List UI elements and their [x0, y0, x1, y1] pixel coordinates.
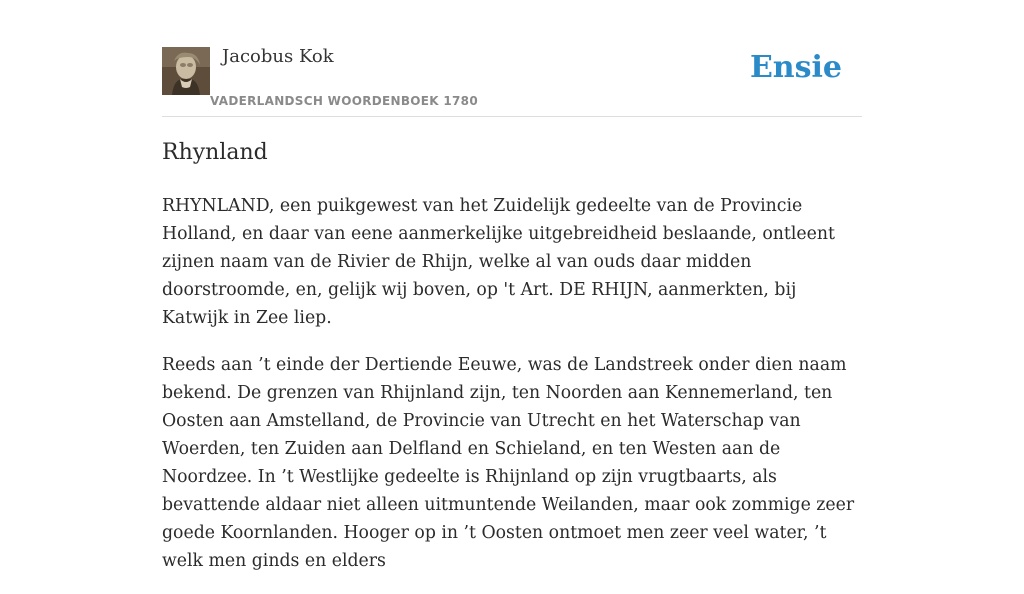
- article-body: [162, 192, 862, 594]
- article-paragraph-2: Reeds aan ’t einde der Dertiende Eeuwe, was de Landstreek onder dien naam bekend. De grenzen van Rhijnland zijn, ten Noorden aan Kennemerland, ten Oosten aan Amstelland, de Provincie van Utrecht en het Waterschap van Woerden, ten Zuiden aan Delfland en Schieland, en ten Westen aan de Noordzee. In ’t Westlijke gedeelte is Rhijnland op zijn vrugtbaarts, als bevattende aldaar niet alleen uitmuntende Weilanden, maar ook zommige zeer goede Koornlanden. Hooger op in ’t Oosten ontmoet men zeer veel water, ’t welk men ginds en elders: [162, 355, 855, 571]
- header: [162, 0, 862, 117]
- page: [162, 0, 862, 571]
- ensie-logo[interactable]: Ensie: [749, 50, 842, 85]
- article-title: Rhynland: [162, 140, 268, 165]
- author-avatar[interactable]: [162, 47, 210, 95]
- source-label[interactable]: VADERLANDSCH WOORDENBOEK 1780: [210, 94, 478, 108]
- portrait-image: [162, 47, 210, 95]
- article-paragraph-1: RHYNLAND, een puikgewest van het Zuidelijk gedeelte van de Provincie Holland, en daar van eene aanmerkelijke uitgebreidheid beslaande, ontleent zijnen naam van de Rivier de Rhijn, welke al van ouds daar midden doorstroomde, en, gelijk wij boven, op 't Art. DE RHIJN, aanmerkten, bij Katwijk in Zee liep.: [162, 196, 835, 328]
- author-name[interactable]: Jacobus Kok: [222, 46, 334, 67]
